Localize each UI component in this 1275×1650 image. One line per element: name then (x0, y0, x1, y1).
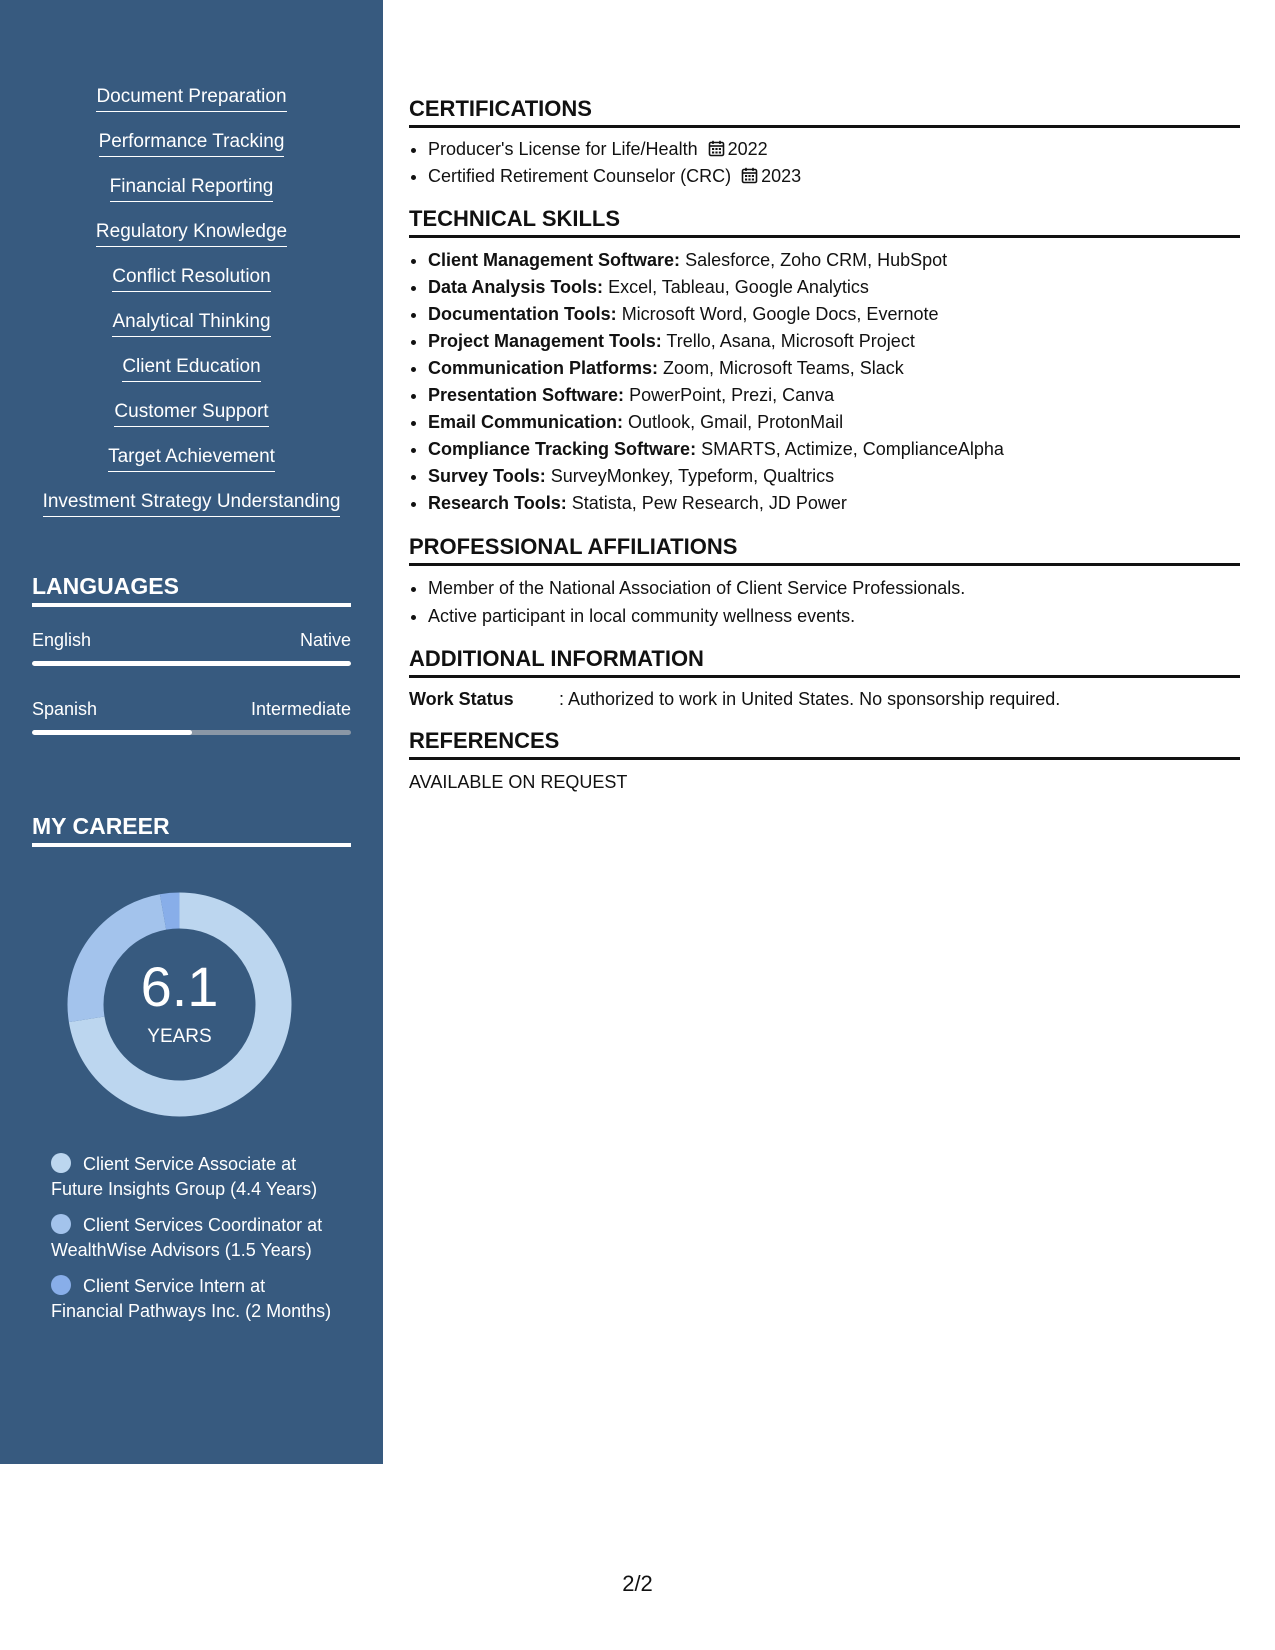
tech-skill-label: Email Communication: (428, 412, 624, 432)
work-status-value: : Authorized to work in United States. No sponsorship required. (559, 689, 1061, 709)
certifications-list (409, 136, 1259, 190)
page-number: 2/2 (622, 1571, 653, 1596)
tech-skill-value: Trello, Asana, Microsoft Project (666, 331, 915, 351)
tech-skill-label: Client Management Software: (428, 250, 681, 270)
language-bar-fill (32, 730, 192, 735)
language-bar-fill (32, 661, 351, 666)
calendar-icon (741, 167, 758, 184)
skill-label: Investment Strategy Understanding (43, 491, 341, 517)
additional-info-heading: ADDITIONAL INFORMATION (409, 646, 1240, 678)
language-row-spanish (32, 698, 351, 720)
tech-skill-item (428, 490, 1259, 517)
tech-skill-value: Microsoft Word, Google Docs, Evernote (621, 304, 939, 324)
tech-skill-item (428, 409, 1259, 436)
tech-skill-value: Salesforce, Zoho CRM, HubSpot (685, 250, 948, 270)
career-unit: YEARS (147, 1026, 212, 1047)
references-text: AVAILABLE ON REQUEST (409, 772, 628, 792)
tech-skill-label: Project Management Tools: (428, 331, 662, 351)
skills-list (0, 86, 383, 536)
certification-name: Certified Retirement Counselor (CRC) (428, 166, 732, 186)
language-name: Spanish (32, 699, 98, 719)
skill-label: Performance Tracking (99, 131, 285, 157)
tech-skill-label: Research Tools: (428, 493, 567, 513)
tech-skill-item (428, 463, 1259, 490)
tech-skill-value: SMARTS, Actimize, ComplianceAlpha (701, 439, 1004, 459)
tech-skill-value: Excel, Tableau, Google Analytics (608, 277, 869, 297)
career-item-text: Client Services Coordinator at WealthWise Advisors (1.5 Years) (51, 1215, 323, 1260)
tech-skill-value: SurveyMonkey, Typeform, Qualtrics (550, 466, 835, 486)
tech-skill-label: Survey Tools: (428, 466, 546, 486)
career-list (51, 1152, 341, 1335)
skill-label: Customer Support (114, 401, 268, 427)
skill-label: Target Achievement (108, 446, 275, 472)
career-dot-icon (51, 1214, 71, 1234)
certification-year: 2022 (727, 139, 768, 159)
skill-label: Regulatory Knowledge (96, 221, 287, 247)
skill-item (0, 491, 383, 536)
skill-label: Document Preparation (96, 86, 286, 112)
work-status-label: Work Status (409, 689, 514, 709)
tech-skill-item (428, 247, 1259, 274)
tech-skill-item (428, 274, 1259, 301)
tech-skill-value: Zoom, Microsoft Teams, Slack (663, 358, 904, 378)
skill-label: Analytical Thinking (112, 311, 270, 337)
donut-segment-2 (163, 911, 179, 912)
career-item (51, 1274, 341, 1324)
certifications-heading: CERTIFICATIONS (409, 96, 1240, 128)
skill-item (0, 401, 383, 446)
skill-item (0, 176, 383, 221)
language-bar-spanish (32, 730, 351, 735)
language-name: English (32, 630, 92, 650)
career-dot-icon (51, 1275, 71, 1295)
affiliation-item: • Member of the National Association of Client Service Professionals. (428, 574, 1259, 602)
skill-item (0, 131, 383, 176)
career-heading: MY CAREER (32, 812, 351, 847)
career-dot-icon (51, 1153, 71, 1173)
career-item (51, 1213, 341, 1263)
certification-item (428, 163, 1259, 190)
certification-year: 2023 (761, 166, 802, 186)
language-level: Native (299, 630, 351, 650)
language-level: Intermediate (250, 699, 351, 719)
skill-item (0, 356, 383, 401)
language-bar-english (32, 661, 351, 666)
skill-label: Conflict Resolution (112, 266, 270, 292)
skill-item (0, 266, 383, 311)
affiliations-heading: PROFESSIONAL AFFILIATIONS (409, 534, 1240, 566)
skill-label: Client Education (122, 356, 260, 382)
tech-skill-label: Documentation Tools: (428, 304, 617, 324)
tech-skill-label: Communication Platforms: (428, 358, 659, 378)
references-heading: REFERENCES (409, 728, 1240, 760)
sidebar (0, 0, 383, 1464)
skill-item (0, 221, 383, 266)
certification-name: Producer's License for Life/Health (428, 139, 698, 159)
skill-label: Financial Reporting (110, 176, 274, 202)
tech-skill-item (428, 328, 1259, 355)
tech-skill-item (428, 382, 1259, 409)
language-row-english (32, 629, 351, 651)
affiliations-list (409, 574, 1259, 630)
skill-item (0, 86, 383, 131)
career-total: 6.1 (140, 955, 219, 1018)
tech-skill-value: PowerPoint, Prezi, Canva (629, 385, 835, 405)
certification-item (428, 136, 1259, 163)
tech-skill-item (428, 301, 1259, 328)
technical-skills-heading: TECHNICAL SKILLS (409, 206, 1240, 238)
tech-skill-item (428, 436, 1259, 463)
calendar-icon (708, 140, 725, 157)
languages-heading: LANGUAGES (32, 572, 351, 607)
tech-skill-label: Compliance Tracking Software: (428, 439, 697, 459)
skill-item (0, 446, 383, 491)
career-donut (67, 892, 292, 1117)
tech-skill-label: Presentation Software: (428, 385, 625, 405)
tech-skill-value: Statista, Pew Research, JD Power (571, 493, 847, 513)
technical-skills-list (409, 247, 1259, 517)
career-item (51, 1152, 341, 1202)
career-item-text: Client Service Intern at Financial Pathways Inc. (2 Months) (51, 1276, 332, 1321)
work-status-row (409, 688, 1060, 710)
tech-skill-item (428, 355, 1259, 382)
tech-skill-label: Data Analysis Tools: (428, 277, 604, 297)
affiliation-item: • Active participant in local community wellness events. (428, 602, 1259, 630)
career-item-text: Client Service Associate at Future Insights Group (4.4 Years) (51, 1154, 318, 1199)
tech-skill-value: Outlook, Gmail, ProtonMail (628, 412, 844, 432)
skill-item (0, 311, 383, 356)
